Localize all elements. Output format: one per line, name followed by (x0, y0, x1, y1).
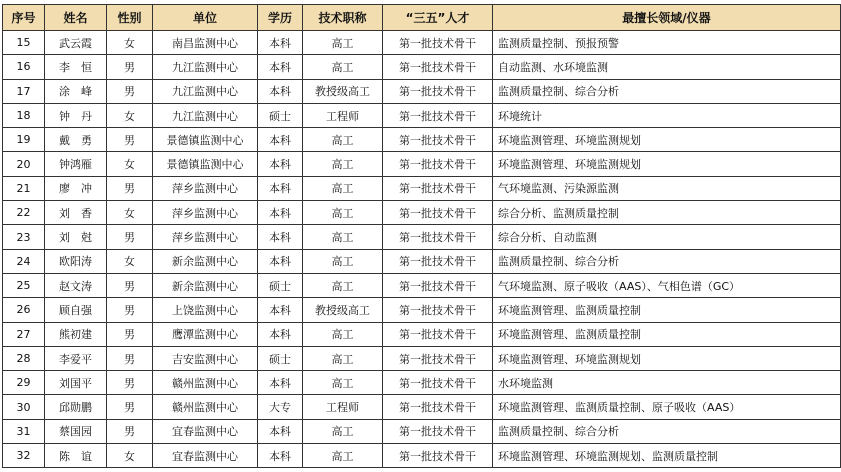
header-row (3, 5, 841, 31)
cell-title: 工程师 (303, 395, 383, 419)
talent-table (2, 4, 841, 468)
cell-gender: 男 (107, 371, 153, 395)
cell-unit: 南昌监测中心 (153, 31, 258, 55)
cell-talent: 第一批技术骨干 (383, 79, 493, 103)
cell-talent: 第一批技术骨干 (383, 31, 493, 55)
cell-title: 高工 (303, 128, 383, 152)
cell-education: 本科 (258, 176, 303, 200)
cell-expertise: 监测质量控制、预报预警 (493, 31, 841, 55)
cell-education: 本科 (258, 152, 303, 176)
cell-index: 31 (3, 419, 45, 443)
cell-expertise: 综合分析、监测质量控制 (493, 201, 841, 225)
cell-gender: 男 (107, 79, 153, 103)
cell-expertise: 环境监测管理、监测质量控制、原子吸收（AAS） (493, 395, 841, 419)
cell-name: 熊初建 (45, 322, 107, 346)
cell-education: 本科 (258, 201, 303, 225)
cell-name: 欧阳涛 (45, 249, 107, 273)
cell-talent: 第一批技术骨干 (383, 152, 493, 176)
cell-index: 15 (3, 31, 45, 55)
table-row (3, 79, 841, 103)
table-row (3, 128, 841, 152)
cell-index: 18 (3, 103, 45, 127)
cell-title: 高工 (303, 346, 383, 370)
cell-talent: 第一批技术骨干 (383, 249, 493, 273)
cell-name: 刘 尅 (45, 225, 107, 249)
cell-education: 本科 (258, 322, 303, 346)
cell-expertise: 气环境监测、原子吸收（AAS）、气相色谱（GC） (493, 273, 841, 297)
cell-talent: 第一批技术骨干 (383, 55, 493, 79)
cell-education: 本科 (258, 55, 303, 79)
cell-gender: 男 (107, 273, 153, 297)
table-row (3, 103, 841, 127)
cell-index: 27 (3, 322, 45, 346)
cell-talent: 第一批技术骨干 (383, 273, 493, 297)
cell-name: 廖 冲 (45, 176, 107, 200)
cell-title: 高工 (303, 444, 383, 468)
header-name: 姓名 (45, 5, 107, 31)
cell-education: 本科 (258, 444, 303, 468)
cell-gender: 女 (107, 249, 153, 273)
cell-talent: 第一批技术骨干 (383, 225, 493, 249)
cell-talent: 第一批技术骨干 (383, 322, 493, 346)
cell-expertise: 监测质量控制、综合分析 (493, 249, 841, 273)
cell-expertise: 综合分析、自动监测 (493, 225, 841, 249)
cell-name: 李爱平 (45, 346, 107, 370)
cell-education: 本科 (258, 31, 303, 55)
cell-unit: 萍乡监测中心 (153, 225, 258, 249)
cell-name: 刘国平 (45, 371, 107, 395)
table-row (3, 346, 841, 370)
cell-expertise: 环境监测管理、监测质量控制 (493, 322, 841, 346)
cell-expertise: 水环境监测 (493, 371, 841, 395)
cell-index: 22 (3, 201, 45, 225)
cell-talent: 第一批技术骨干 (383, 371, 493, 395)
cell-title: 高工 (303, 152, 383, 176)
cell-gender: 女 (107, 444, 153, 468)
cell-talent: 第一批技术骨干 (383, 298, 493, 322)
cell-title: 工程师 (303, 103, 383, 127)
cell-index: 30 (3, 395, 45, 419)
cell-expertise: 自动监测、水环境监测 (493, 55, 841, 79)
cell-education: 大专 (258, 395, 303, 419)
header-unit: 单位 (153, 5, 258, 31)
cell-title: 高工 (303, 249, 383, 273)
cell-unit: 九江监测中心 (153, 103, 258, 127)
table-row (3, 249, 841, 273)
cell-unit: 上饶监测中心 (153, 298, 258, 322)
header-index: 序号 (3, 5, 45, 31)
cell-title: 高工 (303, 322, 383, 346)
cell-title: 高工 (303, 31, 383, 55)
cell-expertise: 环境监测管理、环境监测规划 (493, 128, 841, 152)
table-row (3, 371, 841, 395)
cell-talent: 第一批技术骨干 (383, 176, 493, 200)
cell-expertise: 环境监测管理、环境监测规划、监测质量控制 (493, 444, 841, 468)
cell-title: 教授级高工 (303, 298, 383, 322)
cell-name: 赵文涛 (45, 273, 107, 297)
cell-title: 高工 (303, 176, 383, 200)
cell-education: 本科 (258, 419, 303, 443)
table-row (3, 322, 841, 346)
cell-index: 23 (3, 225, 45, 249)
cell-index: 25 (3, 273, 45, 297)
cell-education: 本科 (258, 128, 303, 152)
cell-expertise: 环境监测管理、环境监测规划 (493, 346, 841, 370)
cell-unit: 九江监测中心 (153, 55, 258, 79)
cell-index: 29 (3, 371, 45, 395)
cell-unit: 萍乡监测中心 (153, 176, 258, 200)
table-body (3, 31, 841, 468)
cell-education: 本科 (258, 371, 303, 395)
cell-expertise: 气环境监测、污染源监测 (493, 176, 841, 200)
table-row (3, 55, 841, 79)
cell-unit: 赣州监测中心 (153, 395, 258, 419)
header-expertise: 最擅长领域/仪器 (493, 5, 841, 31)
cell-unit: 新余监测中心 (153, 273, 258, 297)
cell-index: 16 (3, 55, 45, 79)
cell-name: 刘 香 (45, 201, 107, 225)
cell-talent: 第一批技术骨干 (383, 346, 493, 370)
cell-unit: 景德镇监测中心 (153, 128, 258, 152)
table-row (3, 444, 841, 468)
cell-name: 顾自强 (45, 298, 107, 322)
cell-name: 邱勋鹏 (45, 395, 107, 419)
cell-gender: 女 (107, 31, 153, 55)
cell-unit: 九江监测中心 (153, 79, 258, 103)
cell-unit: 鹰潭监测中心 (153, 322, 258, 346)
cell-education: 硕士 (258, 103, 303, 127)
cell-expertise: 环境统计 (493, 103, 841, 127)
table-row (3, 298, 841, 322)
cell-index: 32 (3, 444, 45, 468)
cell-unit: 宜春监测中心 (153, 419, 258, 443)
cell-expertise: 监测质量控制、综合分析 (493, 419, 841, 443)
cell-gender: 男 (107, 322, 153, 346)
cell-name: 戴 勇 (45, 128, 107, 152)
cell-gender: 男 (107, 128, 153, 152)
cell-expertise: 环境监测管理、环境监测规划 (493, 152, 841, 176)
cell-education: 硕士 (258, 273, 303, 297)
cell-talent: 第一批技术骨干 (383, 395, 493, 419)
cell-education: 本科 (258, 298, 303, 322)
table-row (3, 152, 841, 176)
cell-gender: 男 (107, 298, 153, 322)
cell-gender: 男 (107, 225, 153, 249)
cell-title: 高工 (303, 273, 383, 297)
table-row (3, 176, 841, 200)
table-row (3, 419, 841, 443)
cell-talent: 第一批技术骨干 (383, 419, 493, 443)
cell-talent: 第一批技术骨干 (383, 201, 493, 225)
cell-gender: 男 (107, 346, 153, 370)
cell-talent: 第一批技术骨干 (383, 128, 493, 152)
cell-title: 高工 (303, 55, 383, 79)
cell-index: 26 (3, 298, 45, 322)
cell-gender: 男 (107, 55, 153, 79)
cell-education: 本科 (258, 225, 303, 249)
cell-unit: 新余监测中心 (153, 249, 258, 273)
cell-name: 钟 丹 (45, 103, 107, 127)
cell-gender: 女 (107, 152, 153, 176)
cell-index: 24 (3, 249, 45, 273)
header-gender: 性别 (107, 5, 153, 31)
cell-title: 高工 (303, 225, 383, 249)
header-title: 技术职称 (303, 5, 383, 31)
cell-title: 高工 (303, 371, 383, 395)
cell-gender: 男 (107, 419, 153, 443)
cell-name: 武云霞 (45, 31, 107, 55)
header-education: 学历 (258, 5, 303, 31)
cell-unit: 宜春监测中心 (153, 444, 258, 468)
cell-expertise: 监测质量控制、综合分析 (493, 79, 841, 103)
cell-title: 高工 (303, 201, 383, 225)
cell-talent: 第一批技术骨干 (383, 444, 493, 468)
table-row (3, 31, 841, 55)
cell-unit: 萍乡监测中心 (153, 201, 258, 225)
cell-title: 高工 (303, 419, 383, 443)
cell-gender: 女 (107, 103, 153, 127)
cell-name: 蔡国园 (45, 419, 107, 443)
header-talent: “三五”人才 (383, 5, 493, 31)
cell-education: 硕士 (258, 346, 303, 370)
cell-talent: 第一批技术骨干 (383, 103, 493, 127)
cell-expertise: 环境监测管理、监测质量控制 (493, 298, 841, 322)
cell-name: 陈 谊 (45, 444, 107, 468)
cell-name: 钟鸿雁 (45, 152, 107, 176)
cell-education: 本科 (258, 249, 303, 273)
cell-index: 17 (3, 79, 45, 103)
cell-name: 李 恒 (45, 55, 107, 79)
cell-gender: 女 (107, 201, 153, 225)
cell-index: 20 (3, 152, 45, 176)
cell-unit: 景德镇监测中心 (153, 152, 258, 176)
talent-table-container (2, 4, 840, 468)
cell-name: 涂 峰 (45, 79, 107, 103)
cell-unit: 赣州监测中心 (153, 371, 258, 395)
table-row (3, 395, 841, 419)
cell-gender: 男 (107, 176, 153, 200)
table-row (3, 201, 841, 225)
cell-unit: 吉安监测中心 (153, 346, 258, 370)
cell-index: 19 (3, 128, 45, 152)
table-row (3, 225, 841, 249)
cell-gender: 男 (107, 395, 153, 419)
cell-index: 21 (3, 176, 45, 200)
cell-title: 教授级高工 (303, 79, 383, 103)
table-row (3, 273, 841, 297)
cell-index: 28 (3, 346, 45, 370)
cell-education: 本科 (258, 79, 303, 103)
